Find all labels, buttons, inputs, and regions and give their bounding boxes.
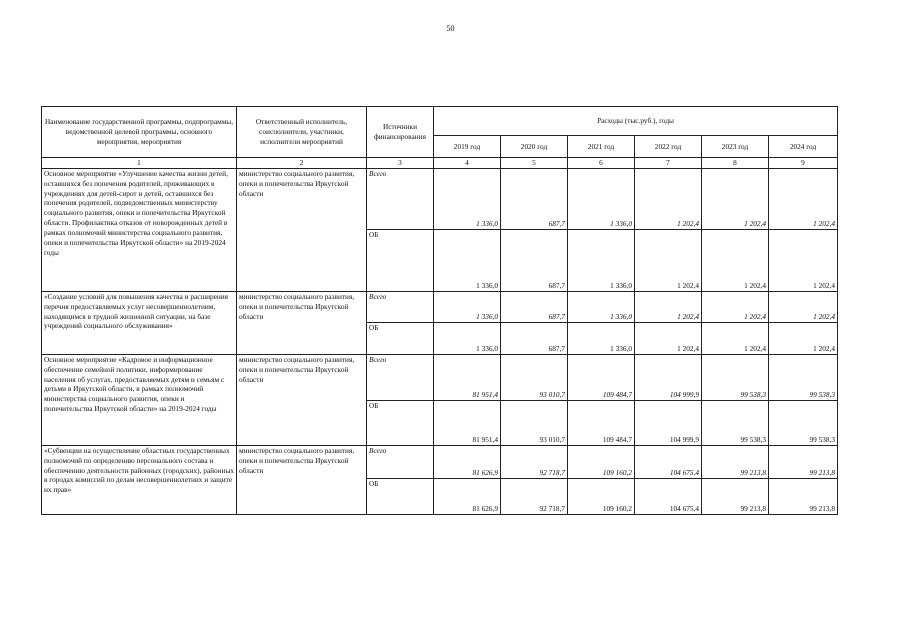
- value-ob: 1 202,4: [702, 322, 769, 354]
- value-total: 99 213,8: [769, 445, 838, 478]
- value-total: 1 202,4: [769, 168, 838, 229]
- measure-name: «Субвенции на осуществление областных государственных полномочий по определению персонального состава и обеспечению деятельности районных (городских), районных в городах комиссий по делам несовершеннолетних и защите их прав»: [42, 445, 237, 514]
- value-ob: 99 538,3: [769, 400, 838, 445]
- measure-executor: министерство социального развития, опеки и попечительства Иркутской области: [237, 354, 367, 445]
- table-row: [42, 168, 838, 229]
- value-ob: 99 213,8: [769, 478, 838, 514]
- value-ob: 1 336,0: [434, 322, 501, 354]
- source-total-label: Всего: [367, 168, 434, 229]
- value-ob: 1 336,0: [568, 322, 635, 354]
- value-ob: 109 160,2: [568, 478, 635, 514]
- value-ob: 1 202,4: [635, 229, 702, 291]
- value-ob: 1 336,0: [434, 229, 501, 291]
- source-ob-label: ОБ: [367, 400, 434, 445]
- value-total: 687,7: [501, 291, 568, 322]
- value-total: 92 718,7: [501, 445, 568, 478]
- source-total-label: Всего: [367, 445, 434, 478]
- value-total: 81 951,4: [434, 354, 501, 400]
- table-row: [42, 291, 838, 322]
- value-total: 81 626,9: [434, 445, 501, 478]
- header-year: 2022 год: [635, 136, 702, 158]
- value-total: 1 202,4: [635, 291, 702, 322]
- header-year: 2023 год: [702, 136, 769, 158]
- value-total: 109 484,7: [568, 354, 635, 400]
- value-total: 1 336,0: [434, 168, 501, 229]
- header-executor: Ответственный исполнитель, соисполнители, участники, исполнители мероприятий: [237, 107, 367, 158]
- value-ob: 1 336,0: [568, 229, 635, 291]
- column-number: 2: [237, 158, 367, 169]
- measure-name: Основное мероприятие «Кадровое и информационное обеспечение семейной политики, информирование населения об услугах, предоставляемых детям и семьям с детьми в Иркутской области, в рамках полномочий министерства социального развития, опеки и попечительства Иркутской области» на 2019-2024 годы: [42, 354, 237, 445]
- value-ob: 104 999,9: [635, 400, 702, 445]
- value-total: 93 010,7: [501, 354, 568, 400]
- source-ob-label: ОБ: [367, 322, 434, 354]
- column-number: 6: [568, 158, 635, 169]
- value-ob: 81 626,9: [434, 478, 501, 514]
- source-total-label: Всего: [367, 354, 434, 400]
- source-total-label: Всего: [367, 291, 434, 322]
- value-total: 99 538,3: [702, 354, 769, 400]
- source-ob-label: ОБ: [367, 478, 434, 514]
- value-total: 1 202,4: [702, 168, 769, 229]
- value-total: 1 336,0: [568, 291, 635, 322]
- value-ob: 99 538,3: [702, 400, 769, 445]
- value-ob: 104 675,4: [635, 478, 702, 514]
- measure-name: Основное мероприятие «Улучшение качества жизни детей, оставшихся без попечения родителей, проживающих в учреждениях для детей-сирот и детей, оставшихся без попечения родителей, подведомственных министерству социального развития, опеки и попечительства Иркутской области. Профилактика отказов от новорожденных детей в рамках полномочий министерства социального развития, опеки и попечительства Иркутской области» на 2019-2024 годы: [42, 168, 237, 291]
- value-total: 99 213,8: [702, 445, 769, 478]
- value-total: 99 538,3: [769, 354, 838, 400]
- value-total: 109 160,2: [568, 445, 635, 478]
- header-year: 2021 год: [568, 136, 635, 158]
- value-ob: 687,7: [501, 229, 568, 291]
- expenses-table: [41, 106, 838, 515]
- measure-executor: министерство социального развития, опеки и попечительства Иркутской области: [237, 445, 367, 514]
- measure-executor: министерство социального развития, опеки и попечительства Иркутской области: [237, 168, 367, 291]
- value-ob: 1 202,4: [635, 322, 702, 354]
- column-number: 1: [42, 158, 237, 169]
- value-ob: 81 951,4: [434, 400, 501, 445]
- header-expenses: Расходы (тыс.руб.), годы: [434, 107, 838, 136]
- column-number: 7: [635, 158, 702, 169]
- value-ob: 1 202,4: [769, 229, 838, 291]
- column-number: 4: [434, 158, 501, 169]
- value-total: 104 999,9: [635, 354, 702, 400]
- header-year: 2024 год: [769, 136, 838, 158]
- value-ob: 93 010,7: [501, 400, 568, 445]
- column-number: 9: [769, 158, 838, 169]
- header-name: Наименование государственной программы, подпрограммы, ведомственной целевой программы, основного мероприятия, мероприятия: [42, 107, 237, 158]
- value-ob: 687,7: [501, 322, 568, 354]
- measure-executor: министерство социального развития, опеки и попечительства Иркутской области: [237, 291, 367, 354]
- header-year: 2020 год: [501, 136, 568, 158]
- table-row: [42, 445, 838, 478]
- table-row: [42, 354, 838, 400]
- value-total: 1 202,4: [702, 291, 769, 322]
- value-total: 1 336,0: [568, 168, 635, 229]
- value-total: 687,7: [501, 168, 568, 229]
- column-number: 3: [367, 158, 434, 169]
- page-number: 50: [446, 24, 455, 33]
- value-ob: 1 202,4: [702, 229, 769, 291]
- value-ob: 109 484,7: [568, 400, 635, 445]
- column-number: 5: [501, 158, 568, 169]
- value-total: 1 336,0: [434, 291, 501, 322]
- value-total: 1 202,4: [635, 168, 702, 229]
- value-ob: 1 202,4: [769, 322, 838, 354]
- value-total: 104 675,4: [635, 445, 702, 478]
- value-ob: 99 213,8: [702, 478, 769, 514]
- measure-name: «Создание условий для повышения качества и расширения перечня предоставляемых услуг несовершеннолетним, находящимся в трудной жизненной ситуации, на базе учреждений социального обслуживания»: [42, 291, 237, 354]
- column-number: 8: [702, 158, 769, 169]
- header-year: 2019 год: [434, 136, 501, 158]
- value-total: 1 202,4: [769, 291, 838, 322]
- header-source: Источники финансирования: [367, 107, 434, 158]
- source-ob-label: ОБ: [367, 229, 434, 291]
- value-ob: 92 718,7: [501, 478, 568, 514]
